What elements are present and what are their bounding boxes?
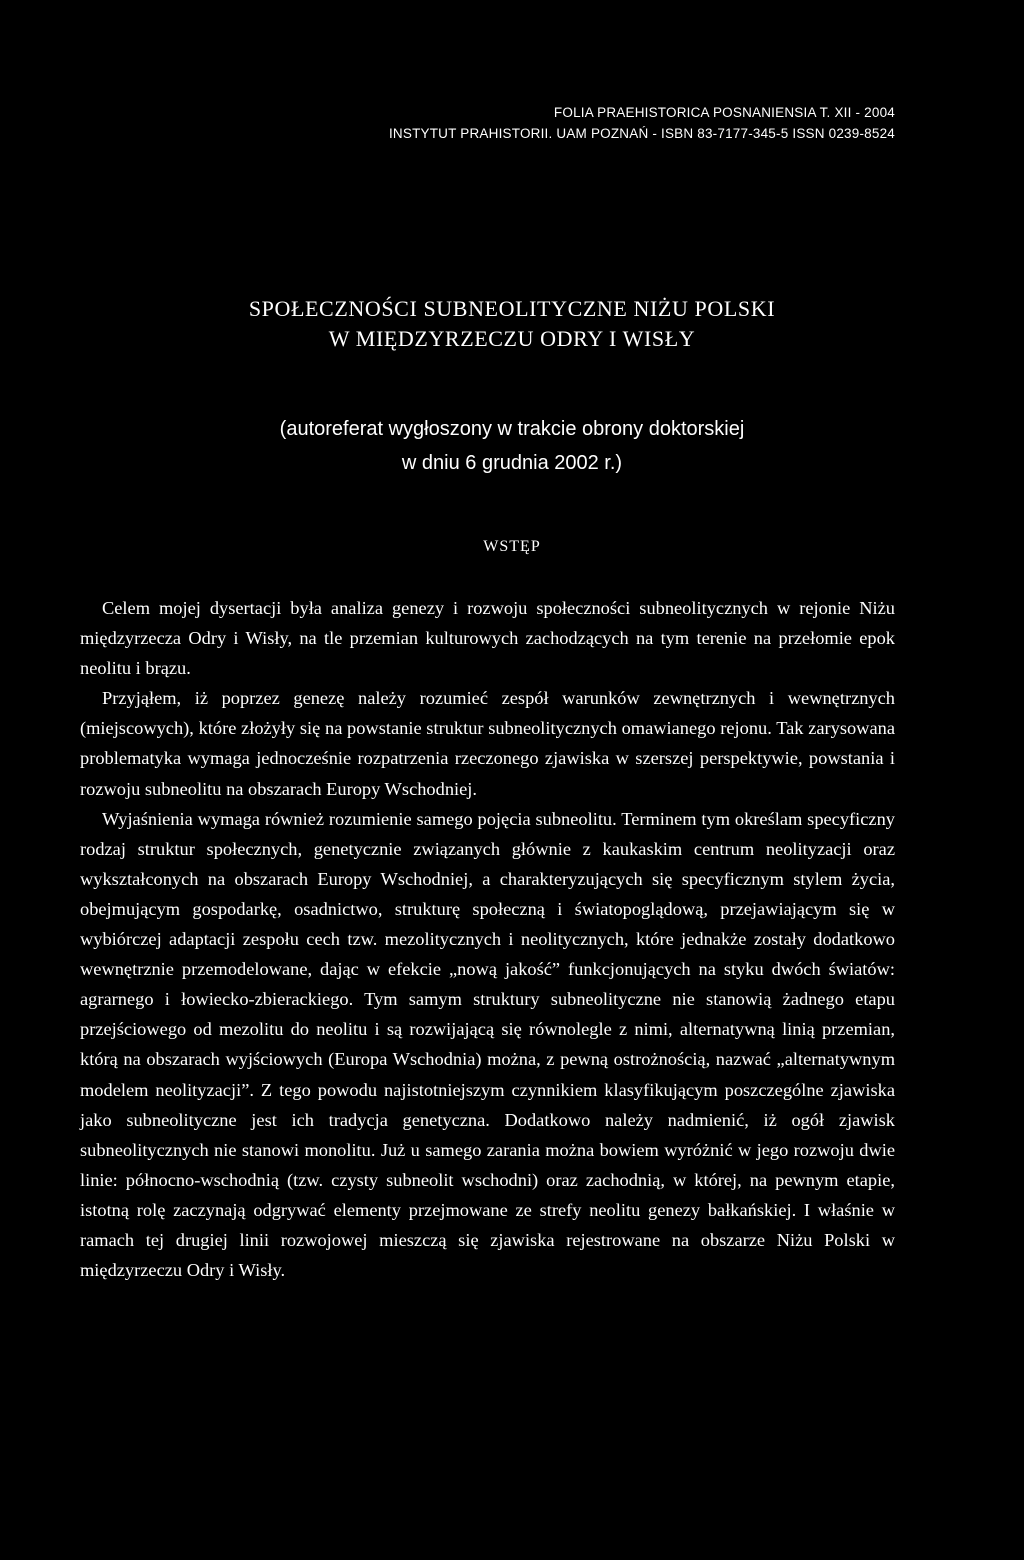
article-subtitle-line-1: (autoreferat wygłoszony w trakcie obrony doktorskiej [279,418,745,440]
article-subtitle [0,412,1024,480]
article-title-line-2: W MIĘDZYRZECZU ODRY I WISŁY [328,326,696,351]
paragraph-1: Celem mojej dysertacji była analiza genezy i rozwoju społeczności subneolitycznych w rejonie Niżu międzyrzecza Odry i Wisły, na tle przemian kulturowych zachodzących na tym terenie na przełomie epok neolitu i brązu. [80,598,895,679]
journal-header-line-2: INSTYTUT PRAHISTORII. UAM POZNAŃ - ISBN 83-7177-345-5 ISSN 0239-8524 [388,126,895,141]
article-title [0,294,1024,354]
article-title-line-1: SPOŁECZNOŚCI SUBNEOLITYCZNE NIŻU POLSKI [248,296,776,321]
section-heading: WSTĘP [483,538,541,555]
journal-header [389,102,895,144]
article-subtitle-line-2: w dniu 6 grudnia 2002 r.) [401,452,623,474]
body-text [80,593,895,1285]
paragraph-2: Przyjąłem, iż poprzez genezę należy rozumieć zespół warunków zewnętrznych i wewnętrznych (miejscowych), które złożyły się na powstanie struktur subneolitycznych omawianego rejonu. Tak zarysowana problematyka wymaga jednocześnie rozpatrzenia rzeczonego zjawiska w szerszej perspektywie, powstania i rozwoju subneolitu na obszarach Europy Wschodniej. [80,688,895,799]
paragraph-3: Wyjaśnienia wymaga również rozumienie samego pojęcia subneolitu. Terminem tym określam specyficzny rodzaj struktur społecznych, genetycznie związanych głównie z kaukaskim centrum neolityzacji oraz wykształconych na obszarach Europy Wschodniej, a charakteryzujących się specyficznym stylem życia, obejmującym gospodarkę, osadnictwo, strukturę społeczną i światopoglądową, przejawiającym się w wybiórczej adaptacji zespołu cech tzw. mezolitycznych i neolitycznych, które jednakże zostały dodatkowo wewnętrznie przemodelowane, dając w efekcie „nową jakość” funkcjonujących na styku dwóch światów: agrarnego i łowiecko-zbierackiego. Tym samym struktury subneolityczne nie stanowią żadnego etapu przejściowego od mezolitu do neolitu i są rozwijającą się równolegle z nimi, alternatywną linią przemian, którą na obszarach wyjściowych (Europa Wschodnia) można, z pewną ostrożnością, nazwać „alternatywnym modelem neolityzacji”. Z tego powodu najistotniejszym czynnikiem klasyfikującym poszczególne zjawiska jako subneolityczne jest ich tradycja genetyczna. Dodatkowo należy nadmienić, iż ogół zjawisk subneolitycznych nie stanowi monolitu. Już u samego zarania można bowiem wyróżnić w jego rozwoju dwie linie: północno-wschodnią (tzw. czysty subneolit wschodni) oraz zachodnią, w której, na pewnym etapie, istotną rolę zaczynają odgrywać elementy przejmowane ze strefy neolitu genezy bałkańskiej. I właśnie w ramach tej drugiej linii rozwojowej mieszczą się zjawiska rejestrowane na obszarze Niżu Polski w międzyrzeczu Odry i Wisły. [80,808,895,1281]
journal-header-line-1: FOLIA PRAEHISTORICA POSNANIENSIA T. XII - 2004 [553,105,895,120]
